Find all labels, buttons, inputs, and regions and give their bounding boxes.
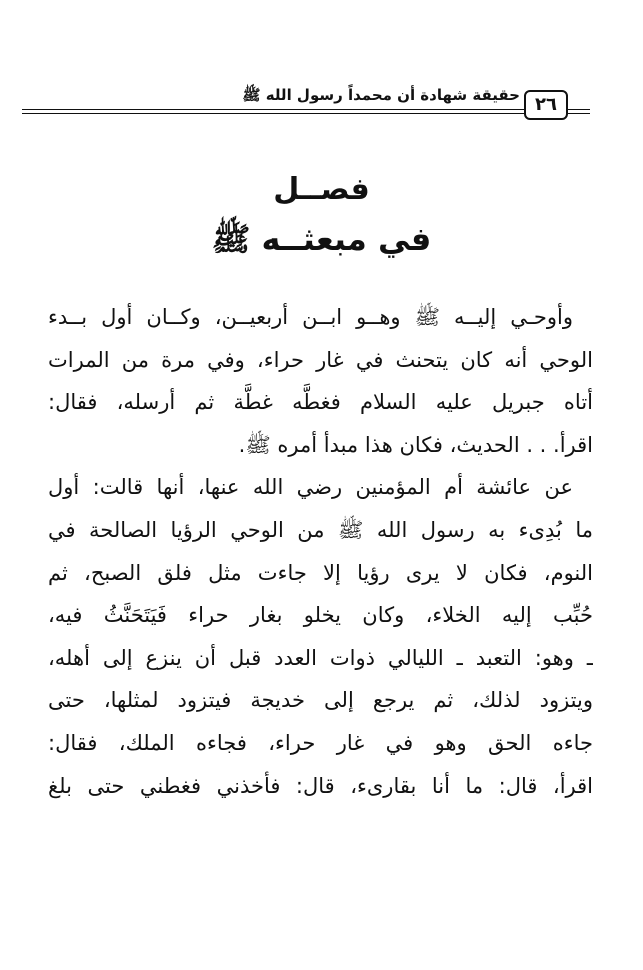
body-text [48, 296, 593, 807]
text-line: ـ وهو: التعبد ـ الليالي ذوات العدد قبل أن ينزع إلى أهله، [48, 645, 593, 670]
text-line: ويتزود لذلك، ثم يرجع إلى خديجة فيتزود لمثلها، حتى [48, 688, 593, 713]
text-line: جاءه الحق وهو في غار حراء، فجاءه الملك، فقال: [48, 730, 593, 755]
running-title: حقيقة شهادة أن محمداً رسول الله ﷺ [242, 86, 520, 104]
text-line: الوحي أنه كان يتحنث في غار حراء، وفي مرة من المرات [48, 347, 593, 372]
text-line: اقرأ، قال: ما أنا بقارىء، قال: فأخذني فغطني حتى بلغ [48, 773, 593, 798]
text-line: وأوحـي إليــه ﷺ وهــو ابــن أربعيــن، وكــان أول بــدء [48, 305, 573, 329]
section-title: فصــل [273, 172, 370, 207]
header-rule-upper [22, 109, 524, 110]
text-line: عن عائشة أم المؤمنين رضي الله عنها، أنها قالت: أول [48, 475, 573, 500]
text-line: ما بُدِىء به رسول الله ﷺ من الوحي الرؤيا الصالحة في [48, 517, 593, 542]
header-rule-right-lower [568, 113, 590, 114]
header-rule-lower [22, 113, 524, 114]
text-line: اقرأ. . . الحديث، فكان هذا مبدأ أمره ﷺ. [238, 432, 593, 457]
header-rule-right-upper [568, 109, 590, 110]
section-subtitle: في مبعثــه ﷺ [211, 220, 432, 258]
text-line: النوم، فكان لا يرى رؤيا إلا جاءت مثل فلق الصبح، ثم [48, 560, 593, 585]
running-header [22, 80, 590, 126]
page-number: ٢٦ [524, 90, 568, 120]
text-line: حُبِّب إليه الخلاء، وكان يخلو بغار حراء فَيَتَحَنَّثُ فيه، [48, 603, 593, 628]
text-line: أتاه جبريل عليه السلام فغطَّه غطَّة ثم أرسله، فقال: [48, 390, 593, 415]
